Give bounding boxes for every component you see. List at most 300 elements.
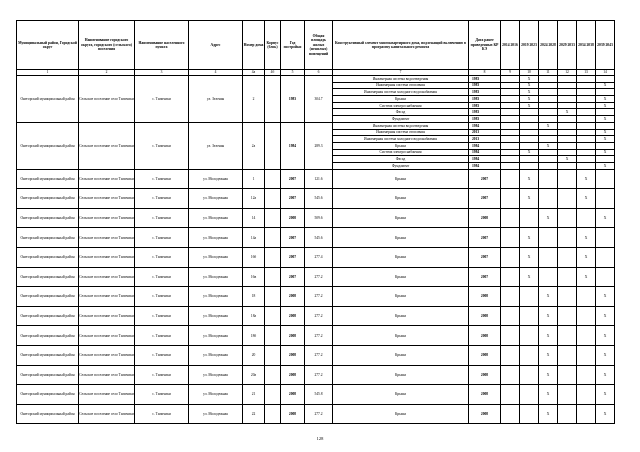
period-mark-cell	[501, 306, 520, 326]
header-element: Конструктивный элемент многоквартирного дома, подлежащий включению в программу капитального ремонта	[333, 21, 469, 70]
period-mark-cell: X	[596, 385, 615, 405]
district-cell: Онегорский муниципальный район	[17, 208, 79, 228]
period-mark-cell	[558, 404, 577, 424]
street-cell: ул. Молодежная	[189, 248, 243, 268]
period-mark-cell	[501, 267, 520, 287]
element-name-cell: Инженерная система водоотведения	[333, 122, 469, 129]
block-cell	[265, 385, 281, 405]
period-mark-cell: X	[520, 96, 539, 103]
prior-date-cell: 2013	[469, 136, 501, 143]
period-mark-cell: X	[596, 162, 615, 169]
period-mark-cell: X	[539, 404, 558, 424]
period-mark-cell	[558, 306, 577, 326]
year-cell: 1983	[281, 76, 305, 123]
table-row	[17, 248, 615, 268]
locality-cell: с. Тиличики	[135, 169, 189, 189]
element-row	[17, 122, 615, 129]
district-cell: Онегорский муниципальный район	[17, 404, 79, 424]
block-cell	[265, 326, 281, 346]
period-mark-cell	[520, 156, 539, 163]
period-mark-cell	[520, 326, 539, 346]
house-cell: 14	[243, 208, 265, 228]
element-name-cell: Крыша	[333, 404, 469, 424]
district-cell: Онегорский муниципальный район	[17, 287, 79, 307]
locality-cell: с. Тиличики	[135, 248, 189, 268]
period-mark-cell	[539, 136, 558, 143]
prior-date-cell: 1983	[469, 109, 501, 116]
period-mark-cell	[577, 96, 596, 103]
house-cell: 1	[243, 169, 265, 189]
area-cell: 277.2	[305, 306, 333, 326]
period-mark-cell	[520, 136, 539, 143]
period-mark-cell	[501, 136, 520, 143]
header-row	[17, 21, 615, 70]
header-period-2: 2019 2023	[520, 21, 539, 70]
element-name-cell: Крыша	[333, 345, 469, 365]
header-period-4: 2029 2033	[558, 21, 577, 70]
period-mark-cell	[596, 189, 615, 209]
street-cell: ул. Молодежная	[189, 189, 243, 209]
block-cell	[265, 122, 281, 169]
column-number: 4а	[243, 70, 265, 76]
district-cell: Онегорский муниципальный район	[17, 306, 79, 326]
period-mark-cell: X	[520, 189, 539, 209]
period-mark-cell	[520, 109, 539, 116]
area-cell: 277.2	[305, 326, 333, 346]
prior-date-cell: 1984	[469, 149, 501, 156]
column-number: 11	[539, 70, 558, 76]
area-cell: 545.6	[305, 189, 333, 209]
header-house: Номер дома	[243, 21, 265, 70]
block-cell	[265, 345, 281, 365]
period-mark-cell	[558, 385, 577, 405]
period-mark-cell	[501, 169, 520, 189]
period-mark-cell	[520, 345, 539, 365]
column-number: 7	[333, 70, 469, 76]
period-mark-cell: X	[596, 96, 615, 103]
locality-cell: с. Тиличики	[135, 326, 189, 346]
street-cell: ул. Молодежная	[189, 326, 243, 346]
period-mark-cell	[501, 76, 520, 83]
period-mark-cell	[577, 326, 596, 346]
locality-cell: с. Тиличики	[135, 228, 189, 248]
locality-cell: с. Тиличики	[135, 365, 189, 385]
period-mark-cell	[539, 116, 558, 123]
period-mark-cell: X	[577, 267, 596, 287]
area-cell: 277.4	[305, 248, 333, 268]
period-mark-cell	[577, 404, 596, 424]
prior-date-cell: 1984	[469, 162, 501, 169]
settlement-cell: Сельское поселение село Тиличики	[79, 385, 135, 405]
element-name-cell: Крыша	[333, 96, 469, 103]
period-mark-cell	[558, 267, 577, 287]
prior-date-cell: 2008	[469, 208, 501, 228]
period-mark-cell: X	[577, 189, 596, 209]
period-mark-cell: X	[539, 287, 558, 307]
period-mark-cell	[558, 76, 577, 83]
table-row	[17, 228, 615, 248]
period-mark-cell	[520, 116, 539, 123]
element-name-cell: Система электроснабжения	[333, 102, 469, 109]
header-locality: Наименование населенного пункта	[135, 21, 189, 70]
period-mark-cell	[501, 228, 520, 248]
period-mark-cell	[520, 129, 539, 136]
prior-date-cell: 1984	[469, 142, 501, 149]
column-number: 1	[17, 70, 79, 76]
period-mark-cell	[596, 142, 615, 149]
period-mark-cell	[501, 142, 520, 149]
settlement-cell: Сельское поселение село Тиличики	[79, 326, 135, 346]
area-cell: 277.2	[305, 404, 333, 424]
street-cell: ул. Молодежная	[189, 208, 243, 228]
period-mark-cell: X	[539, 306, 558, 326]
block-cell	[265, 208, 281, 228]
element-name-cell: Крыша	[333, 248, 469, 268]
period-mark-cell: X	[520, 149, 539, 156]
element-name-cell: Крыша	[333, 142, 469, 149]
year-cell: 2008	[281, 345, 305, 365]
period-mark-cell	[577, 136, 596, 143]
house-cell: 18а	[243, 306, 265, 326]
area-cell: 277.2	[305, 345, 333, 365]
area-cell: 289.3	[305, 122, 333, 169]
area-cell: 277.2	[305, 287, 333, 307]
table-row	[17, 306, 615, 326]
element-name-cell: Фасад	[333, 156, 469, 163]
table-row	[17, 345, 615, 365]
period-mark-cell: X	[596, 149, 615, 156]
period-mark-cell	[539, 102, 558, 109]
document-page	[16, 20, 614, 424]
area-cell: 304.7	[305, 76, 333, 123]
element-name-cell: Система электроснабжения	[333, 149, 469, 156]
settlement-cell: Сельское поселение село Тиличики	[79, 169, 135, 189]
year-cell: 1984	[281, 122, 305, 169]
header-prior-date: Дата ранее проведенных КР КЭ	[469, 21, 501, 70]
period-mark-cell: X	[520, 169, 539, 189]
settlement-cell: Сельское поселение село Тиличики	[79, 208, 135, 228]
period-mark-cell	[577, 345, 596, 365]
period-mark-cell	[558, 96, 577, 103]
period-mark-cell	[577, 102, 596, 109]
period-mark-cell	[501, 326, 520, 346]
period-mark-cell	[539, 149, 558, 156]
house-cell: 12а	[243, 189, 265, 209]
period-mark-cell	[520, 404, 539, 424]
period-mark-cell	[501, 365, 520, 385]
period-mark-cell	[558, 345, 577, 365]
period-mark-cell: X	[539, 122, 558, 129]
year-cell: 2008	[281, 404, 305, 424]
period-mark-cell	[539, 169, 558, 189]
locality-cell: с. Тиличики	[135, 306, 189, 326]
year-cell: 2008	[281, 326, 305, 346]
period-mark-cell	[596, 109, 615, 116]
settlement-cell: Сельское поселение село Тиличики	[79, 228, 135, 248]
street-cell: ул. Молодежная	[189, 228, 243, 248]
element-name-cell: Инженерная система холодного водоснабжения	[333, 136, 469, 143]
district-cell: Онегорский муниципальный район	[17, 76, 79, 123]
settlement-cell: Сельское поселение село Тиличики	[79, 248, 135, 268]
year-cell: 2007	[281, 228, 305, 248]
period-mark-cell: X	[520, 267, 539, 287]
period-mark-cell: X	[577, 169, 596, 189]
period-mark-cell: X	[596, 82, 615, 89]
prior-date-cell: 2007	[469, 228, 501, 248]
period-mark-cell	[501, 162, 520, 169]
prior-date-cell: 2013	[469, 129, 501, 136]
period-mark-cell	[558, 129, 577, 136]
period-mark-cell	[596, 169, 615, 189]
period-mark-cell: X	[596, 136, 615, 143]
district-cell: Онегорский муниципальный район	[17, 365, 79, 385]
period-mark-cell	[539, 82, 558, 89]
block-cell	[265, 248, 281, 268]
period-mark-cell	[577, 162, 596, 169]
period-mark-cell	[577, 208, 596, 228]
area-cell: 277.2	[305, 267, 333, 287]
prior-date-cell: 1983	[469, 89, 501, 96]
district-cell: Онегорский муниципальный район	[17, 345, 79, 365]
prior-date-cell: 1984	[469, 122, 501, 129]
period-mark-cell	[501, 109, 520, 116]
house-cell: 20	[243, 345, 265, 365]
period-mark-cell	[501, 287, 520, 307]
column-number: 14	[596, 70, 615, 76]
period-mark-cell: X	[558, 109, 577, 116]
block-cell	[265, 267, 281, 287]
column-number: 8	[469, 70, 501, 76]
house-cell: 14а	[243, 228, 265, 248]
period-mark-cell	[558, 287, 577, 307]
period-mark-cell	[596, 228, 615, 248]
period-mark-cell: X	[520, 102, 539, 109]
period-mark-cell: X	[520, 228, 539, 248]
column-number: 6	[305, 70, 333, 76]
element-name-cell: Крыша	[333, 189, 469, 209]
street-cell: ул. Молодежная	[189, 385, 243, 405]
header-block: Корпус (блок)	[265, 21, 281, 70]
prior-date-cell: 1983	[469, 96, 501, 103]
street-cell: ул. Молодежная	[189, 404, 243, 424]
house-cell: 20а	[243, 365, 265, 385]
period-mark-cell	[539, 267, 558, 287]
period-mark-cell	[501, 345, 520, 365]
period-mark-cell	[501, 116, 520, 123]
street-cell: ул. Молодежная	[189, 345, 243, 365]
settlement-cell: Сельское поселение село Тиличики	[79, 76, 135, 123]
house-cell: 18	[243, 287, 265, 307]
period-mark-cell	[501, 248, 520, 268]
period-mark-cell: X	[596, 287, 615, 307]
period-mark-cell	[539, 89, 558, 96]
period-mark-cell	[558, 248, 577, 268]
element-name-cell: Крыша	[333, 208, 469, 228]
column-number: 3	[135, 70, 189, 76]
period-mark-cell	[558, 208, 577, 228]
district-cell: Онегорский муниципальный район	[17, 385, 79, 405]
element-name-cell: Фундамент	[333, 162, 469, 169]
prior-date-cell: 1983	[469, 76, 501, 83]
element-name-cell: Инженерная система отопления	[333, 82, 469, 89]
year-cell: 2007	[281, 189, 305, 209]
period-mark-cell	[596, 156, 615, 163]
period-mark-cell: X	[558, 156, 577, 163]
period-mark-cell: X	[520, 248, 539, 268]
period-mark-cell: X	[520, 89, 539, 96]
column-number: 10	[520, 70, 539, 76]
period-mark-cell: X	[539, 142, 558, 149]
year-cell: 2008	[281, 365, 305, 385]
year-cell: 2008	[281, 208, 305, 228]
header-period-6: 2039 2043	[596, 21, 615, 70]
table-row	[17, 365, 615, 385]
column-number: 9	[501, 70, 520, 76]
table-row	[17, 189, 615, 209]
district-cell: Онегорский муниципальный район	[17, 169, 79, 189]
period-mark-cell	[501, 385, 520, 405]
period-mark-cell	[520, 306, 539, 326]
area-cell: 545.8	[305, 385, 333, 405]
district-cell: Онегорский муниципальный район	[17, 189, 79, 209]
block-cell	[265, 76, 281, 123]
prior-date-cell: 1983	[469, 116, 501, 123]
prior-date-cell: 2008	[469, 287, 501, 307]
area-cell: 545.6	[305, 228, 333, 248]
period-mark-cell: X	[577, 248, 596, 268]
settlement-cell: Сельское поселение село Тиличики	[79, 122, 135, 169]
period-mark-cell	[577, 306, 596, 326]
street-cell: ул. Молодежная	[189, 169, 243, 189]
period-mark-cell	[558, 142, 577, 149]
house-cell: 16б	[243, 248, 265, 268]
period-mark-cell	[501, 96, 520, 103]
table-row	[17, 404, 615, 424]
street-cell: ул. Зеленая	[189, 76, 243, 123]
header-year: Год постройки	[281, 21, 305, 70]
period-mark-cell	[520, 287, 539, 307]
house-cell: 18б	[243, 326, 265, 346]
block-cell	[265, 306, 281, 326]
period-mark-cell	[539, 96, 558, 103]
period-mark-cell: X	[520, 82, 539, 89]
period-mark-cell	[596, 76, 615, 83]
period-mark-cell	[520, 365, 539, 385]
table-row	[17, 169, 615, 189]
period-mark-cell	[577, 287, 596, 307]
year-cell: 2007	[281, 267, 305, 287]
period-mark-cell	[539, 129, 558, 136]
district-cell: Онегорский муниципальный район	[17, 122, 79, 169]
prior-date-cell: 2008	[469, 404, 501, 424]
house-cell: 22	[243, 404, 265, 424]
district-cell: Онегорский муниципальный район	[17, 248, 79, 268]
locality-cell: с. Тиличики	[135, 122, 189, 169]
period-mark-cell: X	[577, 228, 596, 248]
table-row	[17, 326, 615, 346]
element-name-cell: Инженерная система водоотведения	[333, 76, 469, 83]
period-mark-cell	[520, 208, 539, 228]
block-cell	[265, 228, 281, 248]
period-mark-cell	[539, 156, 558, 163]
period-mark-cell: X	[596, 404, 615, 424]
settlement-cell: Сельское поселение село Тиличики	[79, 404, 135, 424]
period-mark-cell: X	[520, 76, 539, 83]
period-mark-cell	[577, 76, 596, 83]
settlement-cell: Сельское поселение село Тиличики	[79, 189, 135, 209]
column-number: 12	[558, 70, 577, 76]
table-row	[17, 287, 615, 307]
period-mark-cell	[501, 404, 520, 424]
period-mark-cell: X	[539, 208, 558, 228]
period-mark-cell: X	[596, 129, 615, 136]
prior-date-cell: 2008	[469, 345, 501, 365]
header-district: Муниципальный район, Городской округ	[17, 21, 79, 70]
element-name-cell: Фундамент	[333, 116, 469, 123]
period-mark-cell	[577, 142, 596, 149]
period-mark-cell: X	[596, 326, 615, 346]
street-cell: ул. Молодежная	[189, 267, 243, 287]
year-cell: 2008	[281, 287, 305, 307]
period-mark-cell	[558, 89, 577, 96]
period-mark-cell	[558, 102, 577, 109]
period-mark-cell	[558, 189, 577, 209]
settlement-cell: Сельское поселение село Тиличики	[79, 306, 135, 326]
period-mark-cell	[558, 326, 577, 346]
settlement-cell: Сельское поселение село Тиличики	[79, 345, 135, 365]
column-number: 13	[577, 70, 596, 76]
period-mark-cell	[501, 122, 520, 129]
period-mark-cell	[558, 116, 577, 123]
period-mark-cell	[539, 162, 558, 169]
period-mark-cell: X	[596, 102, 615, 109]
period-mark-cell	[558, 228, 577, 248]
locality-cell: с. Тиличики	[135, 404, 189, 424]
block-cell	[265, 189, 281, 209]
column-number: 4б	[265, 70, 281, 76]
prior-date-cell: 2007	[469, 248, 501, 268]
settlement-cell: Сельское поселение село Тиличики	[79, 267, 135, 287]
period-mark-cell	[501, 102, 520, 109]
element-row	[17, 76, 615, 83]
settlement-cell: Сельское поселение село Тиличики	[79, 365, 135, 385]
period-mark-cell: X	[539, 345, 558, 365]
element-name-cell: Крыша	[333, 306, 469, 326]
period-mark-cell	[501, 149, 520, 156]
period-mark-cell	[577, 82, 596, 89]
street-cell: ул. Молодежная	[189, 287, 243, 307]
period-mark-cell	[558, 82, 577, 89]
period-mark-cell	[501, 156, 520, 163]
period-mark-cell	[596, 267, 615, 287]
street-cell: ул. Молодежная	[189, 306, 243, 326]
year-cell: 2008	[281, 385, 305, 405]
period-mark-cell	[539, 248, 558, 268]
column-number: 4	[189, 70, 243, 76]
table-row	[17, 208, 615, 228]
period-mark-cell: X	[596, 306, 615, 326]
period-mark-cell	[558, 365, 577, 385]
district-cell: Онегорский муниципальный район	[17, 228, 79, 248]
prior-date-cell: 1983	[469, 82, 501, 89]
column-number: 5	[281, 70, 305, 76]
period-mark-cell: X	[596, 345, 615, 365]
locality-cell: с. Тиличики	[135, 267, 189, 287]
prior-date-cell: 2007	[469, 169, 501, 189]
period-mark-cell	[558, 122, 577, 129]
district-cell: Онегорский муниципальный район	[17, 326, 79, 346]
prior-date-cell: 2008	[469, 326, 501, 346]
